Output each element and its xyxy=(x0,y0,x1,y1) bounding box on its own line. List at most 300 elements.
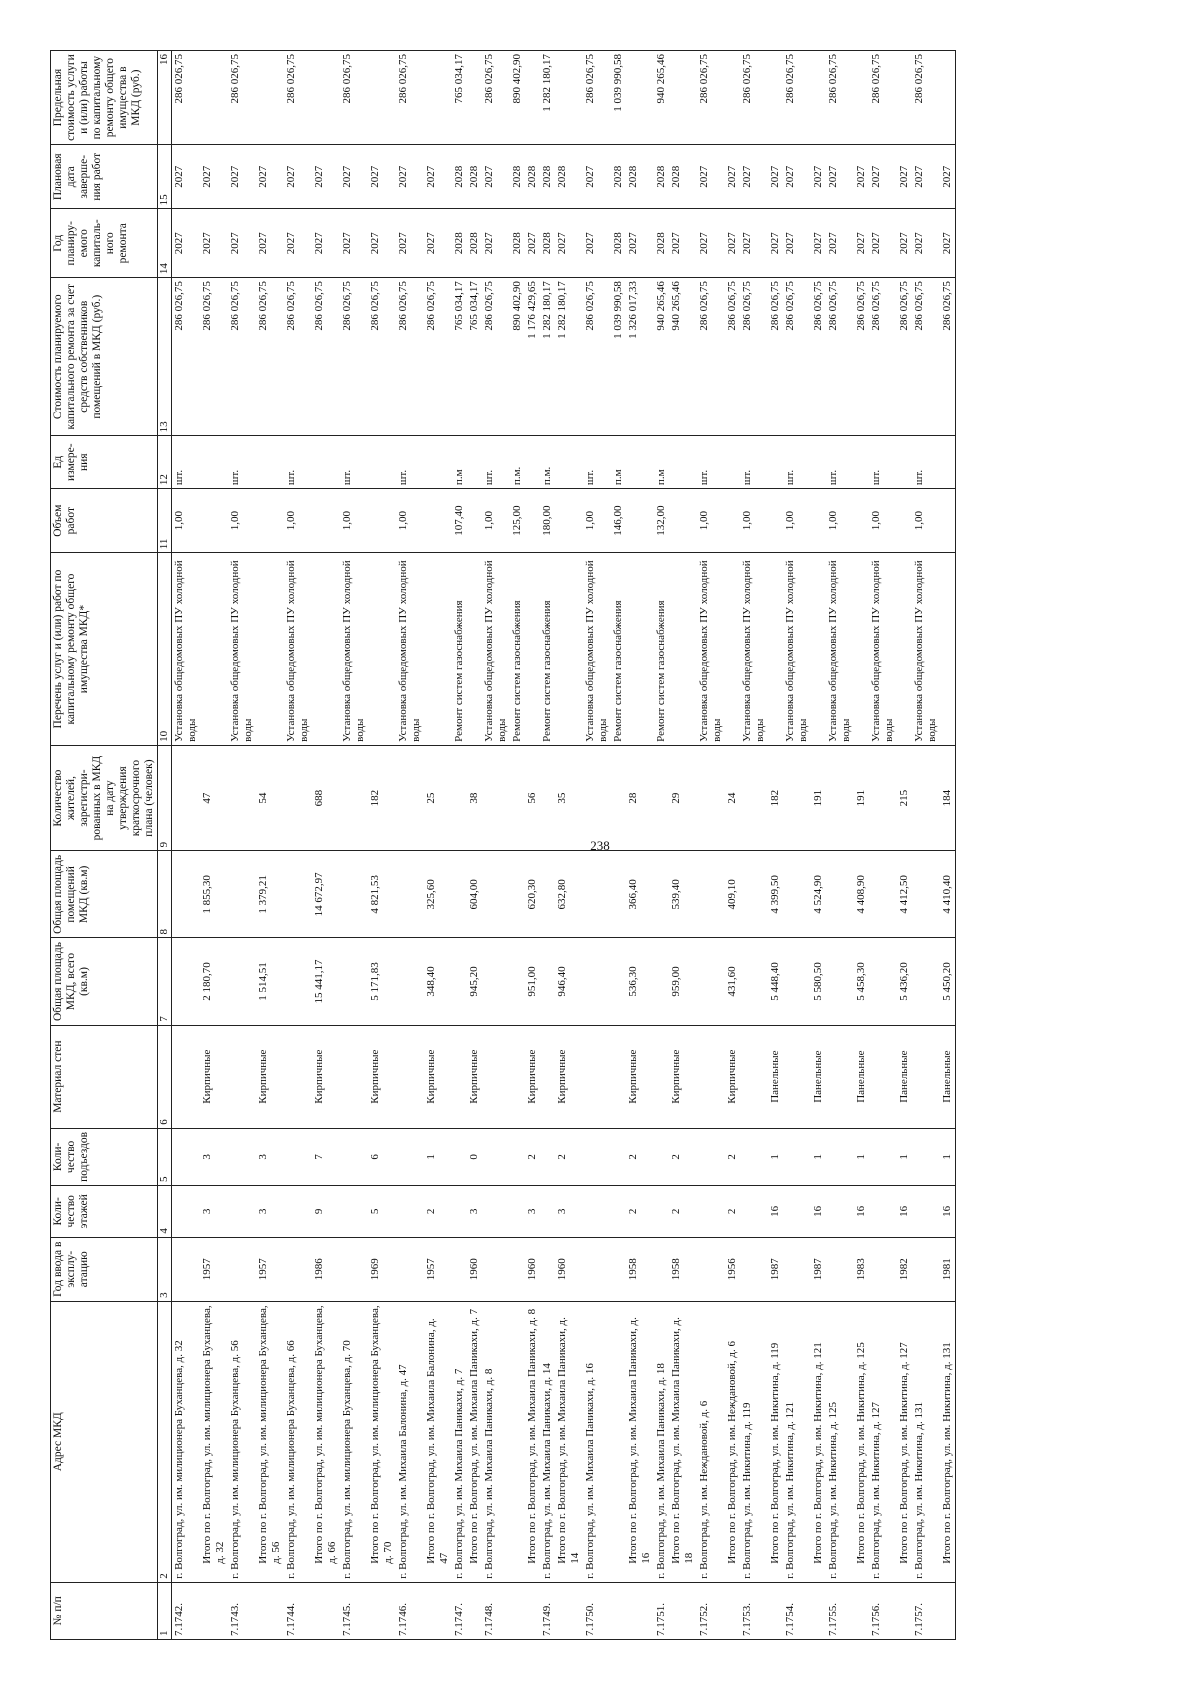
wall-material xyxy=(228,1025,256,1128)
address: г. Волгоград, ул. им. милиционера Буханцева, д. 66 xyxy=(284,1301,312,1582)
work-volume: 1,00 xyxy=(912,489,940,553)
floors xyxy=(583,1186,611,1238)
entrances xyxy=(611,1128,626,1185)
repair-year: 2027 xyxy=(340,209,368,278)
column-header: Ед измере-ния xyxy=(51,436,158,489)
unit: шт. xyxy=(869,436,897,489)
unit xyxy=(256,436,284,489)
completion-date: 2027 xyxy=(172,145,201,209)
completion-date: 2027 xyxy=(869,145,897,209)
work-type xyxy=(854,553,869,746)
column-header: Количество жителей, зарегистри-рованных в МКД на дату утверждения краткосрочного плана (человек) xyxy=(51,745,158,850)
completion-date: 2027 xyxy=(783,145,811,209)
completion-date: 2028 xyxy=(669,145,697,209)
address: Итого по г. Волгоград, ул. им. милиционера Буханцева, д. 56 xyxy=(256,1301,284,1582)
planned-cost: 286 026,75 xyxy=(396,278,424,436)
row-number xyxy=(854,1582,869,1639)
work-type: Установка общедомовых ПУ холодной воды xyxy=(912,553,940,746)
year-built xyxy=(611,1237,626,1301)
repair-year: 2027 xyxy=(897,209,912,278)
entrances xyxy=(540,1128,555,1185)
completion-date: 2028 xyxy=(467,145,482,209)
total-area: 5 436,20 xyxy=(897,938,912,1025)
unit xyxy=(312,436,340,489)
floors: 2 xyxy=(424,1186,452,1238)
work-type: Установка общедомовых ПУ холодной воды xyxy=(826,553,854,746)
completion-date: 2027 xyxy=(768,145,783,209)
year-built: 1969 xyxy=(368,1237,396,1301)
address: г. Волгоград, ул. им. Михаила Паникахи, д. 7 xyxy=(452,1301,467,1582)
entrances xyxy=(510,1128,525,1185)
total-row xyxy=(525,51,540,1640)
row-number: 7.1748. xyxy=(482,1582,510,1639)
max-cost: 286 026,75 xyxy=(583,51,611,145)
address: г. Волгоград, ул. им. Никитина, д. 127 xyxy=(869,1301,897,1582)
repair-year: 2027 xyxy=(783,209,811,278)
premises-area xyxy=(740,851,768,938)
unit: шт. xyxy=(284,436,312,489)
work-row xyxy=(452,51,467,1640)
repair-year: 2028 xyxy=(611,209,626,278)
year-built: 1960 xyxy=(525,1237,540,1301)
repair-year: 2027 xyxy=(284,209,312,278)
floors xyxy=(826,1186,854,1238)
residents xyxy=(340,745,368,850)
entrances: 2 xyxy=(669,1128,697,1185)
address: г. Волгоград, ул. им. милиционера Буханцева, д. 70 xyxy=(340,1301,368,1582)
address: г. Волгоград, ул. им. Никитина, д. 119 xyxy=(740,1301,768,1582)
work-volume xyxy=(368,489,396,553)
floors xyxy=(740,1186,768,1238)
year-built xyxy=(228,1237,256,1301)
completion-date: 2027 xyxy=(912,145,940,209)
completion-date: 2028 xyxy=(540,145,555,209)
total-area: 1 514,51 xyxy=(256,938,284,1025)
wall-material: Кирпичные xyxy=(200,1025,228,1128)
repair-plan-table xyxy=(50,50,956,1640)
total-area: 5 171,83 xyxy=(368,938,396,1025)
premises-area: 604,00 xyxy=(467,851,482,938)
repair-year: 2027 xyxy=(396,209,424,278)
floors xyxy=(228,1186,256,1238)
total-area xyxy=(284,938,312,1025)
wall-material: Кирпичные xyxy=(368,1025,396,1128)
address: Итого по г. Волгоград, ул. им. Михаила Паникахи, д. 7 xyxy=(467,1301,482,1582)
work-type xyxy=(467,553,482,746)
work-volume xyxy=(555,489,583,553)
work-type xyxy=(368,553,396,746)
work-volume xyxy=(725,489,740,553)
unit: шт. xyxy=(396,436,424,489)
repair-year: 2027 xyxy=(697,209,725,278)
unit: шт. xyxy=(228,436,256,489)
floors xyxy=(783,1186,811,1238)
planned-cost: 286 026,75 xyxy=(783,278,811,436)
address: Итого по г. Волгоград, ул. им. Михаила Паникахи, д. 8 xyxy=(525,1301,540,1582)
row-number: 7.1743. xyxy=(228,1582,256,1639)
max-cost: 1 282 180,17 xyxy=(540,51,555,145)
total-area: 536,30 xyxy=(626,938,654,1025)
premises-area xyxy=(228,851,256,938)
repair-year: 2027 xyxy=(626,209,654,278)
repair-year: 2028 xyxy=(452,209,467,278)
premises-area: 4 399,50 xyxy=(768,851,783,938)
year-built: 1956 xyxy=(725,1237,740,1301)
max-cost: 1 039 990,58 xyxy=(611,51,626,145)
work-volume: 1,00 xyxy=(396,489,424,553)
year-built xyxy=(740,1237,768,1301)
column-number: 9 xyxy=(158,745,172,850)
row-number: 7.1747. xyxy=(452,1582,467,1639)
work-type xyxy=(811,553,826,746)
residents: 54 xyxy=(256,745,284,850)
address: г. Волгоград, ул. им. Никитина, д. 131 xyxy=(912,1301,940,1582)
completion-date: 2028 xyxy=(654,145,669,209)
total-area xyxy=(396,938,424,1025)
residents xyxy=(912,745,940,850)
max-cost: 286 026,75 xyxy=(869,51,897,145)
planned-cost: 940 265,46 xyxy=(654,278,669,436)
total-row xyxy=(312,51,340,1640)
work-row xyxy=(228,51,256,1640)
premises-area xyxy=(826,851,854,938)
total-area: 431,60 xyxy=(725,938,740,1025)
unit xyxy=(368,436,396,489)
max-cost: 286 026,75 xyxy=(912,51,940,145)
row-number xyxy=(467,1582,482,1639)
work-type: Установка общедомовых ПУ холодной воды xyxy=(172,553,201,746)
work-volume xyxy=(897,489,912,553)
column-header: Объем работ xyxy=(51,489,158,553)
address: г. Волгоград, ул. им. Никитина, д. 121 xyxy=(783,1301,811,1582)
completion-date: 2027 xyxy=(228,145,256,209)
work-type: Ремонт систем газоснабжения xyxy=(452,553,467,746)
completion-date: 2027 xyxy=(284,145,312,209)
year-built: 1958 xyxy=(626,1237,654,1301)
work-type xyxy=(669,553,697,746)
floors: 5 xyxy=(368,1186,396,1238)
max-cost xyxy=(669,51,697,145)
year-built: 1957 xyxy=(424,1237,452,1301)
wall-material xyxy=(172,1025,201,1128)
unit xyxy=(555,436,583,489)
repair-year: 2027 xyxy=(869,209,897,278)
residents: 688 xyxy=(312,745,340,850)
column-header: Материал стен xyxy=(51,1025,158,1128)
wall-material xyxy=(826,1025,854,1128)
work-volume: 1,00 xyxy=(482,489,510,553)
floors xyxy=(482,1186,510,1238)
planned-cost: 1 039 990,58 xyxy=(611,278,626,436)
planned-cost: 765 034,17 xyxy=(467,278,482,436)
address: г. Волгоград, ул. им. милиционера Буханцева, д. 56 xyxy=(228,1301,256,1582)
planned-cost: 286 026,75 xyxy=(697,278,725,436)
premises-area: 325,60 xyxy=(424,851,452,938)
work-volume: 1,00 xyxy=(869,489,897,553)
row-number: 7.1754. xyxy=(783,1582,811,1639)
wall-material: Панельные xyxy=(940,1025,956,1128)
column-number: 2 xyxy=(158,1301,172,1582)
planned-cost: 286 026,75 xyxy=(912,278,940,436)
work-type xyxy=(626,553,654,746)
completion-date: 2028 xyxy=(510,145,525,209)
work-row xyxy=(284,51,312,1640)
entrances: 2 xyxy=(725,1128,740,1185)
total-area: 5 448,40 xyxy=(768,938,783,1025)
total-area: 959,00 xyxy=(669,938,697,1025)
year-built: 1987 xyxy=(768,1237,783,1301)
planned-cost: 890 402,90 xyxy=(510,278,525,436)
floors: 3 xyxy=(467,1186,482,1238)
premises-area: 632,80 xyxy=(555,851,583,938)
residents xyxy=(697,745,725,850)
premises-area: 4 410,40 xyxy=(940,851,956,938)
year-built xyxy=(583,1237,611,1301)
row-number: 7.1757. xyxy=(912,1582,940,1639)
entrances: 1 xyxy=(897,1128,912,1185)
residents: 24 xyxy=(725,745,740,850)
row-number xyxy=(312,1582,340,1639)
residents xyxy=(396,745,424,850)
total-row xyxy=(256,51,284,1640)
work-volume: 1,00 xyxy=(284,489,312,553)
repair-year: 2027 xyxy=(200,209,228,278)
planned-cost: 286 026,75 xyxy=(312,278,340,436)
floors xyxy=(340,1186,368,1238)
column-number: 5 xyxy=(158,1128,172,1185)
year-built: 1986 xyxy=(312,1237,340,1301)
year-built: 1987 xyxy=(811,1237,826,1301)
total-area xyxy=(452,938,467,1025)
year-built: 1983 xyxy=(854,1237,869,1301)
address: Итого по г. Волгоград, ул. им. Никитина, д. 119 xyxy=(768,1301,783,1582)
planned-cost: 765 034,17 xyxy=(452,278,467,436)
work-row xyxy=(912,51,940,1640)
column-number: 14 xyxy=(158,209,172,278)
residents xyxy=(611,745,626,850)
planned-cost: 286 026,75 xyxy=(811,278,826,436)
residents: 38 xyxy=(467,745,482,850)
premises-area: 4 524,90 xyxy=(811,851,826,938)
repair-year: 2027 xyxy=(555,209,583,278)
work-type: Установка общедомовых ПУ холодной воды xyxy=(228,553,256,746)
max-cost xyxy=(312,51,340,145)
wall-material xyxy=(583,1025,611,1128)
planned-cost: 286 026,75 xyxy=(368,278,396,436)
address: Итого по г. Волгоград, ул. им. Никитина, д. 121 xyxy=(811,1301,826,1582)
column-header: Плановая дата заверше-ния работ xyxy=(51,145,158,209)
entrances xyxy=(783,1128,811,1185)
address: г. Волгоград, ул. им. милиционера Буханцева, д. 32 xyxy=(172,1301,201,1582)
entrances xyxy=(697,1128,725,1185)
premises-area xyxy=(540,851,555,938)
address: Итого по г. Волгоград, ул. им. Михаила Паникахи, д. 16 xyxy=(626,1301,654,1582)
unit: шт. xyxy=(172,436,201,489)
work-type: Ремонт систем газоснабжения xyxy=(510,553,525,746)
work-type: Установка общедомовых ПУ холодной воды xyxy=(284,553,312,746)
residents: 191 xyxy=(811,745,826,850)
row-number xyxy=(368,1582,396,1639)
entrances: 1 xyxy=(811,1128,826,1185)
residents xyxy=(540,745,555,850)
entrances: 1 xyxy=(940,1128,956,1185)
work-volume xyxy=(256,489,284,553)
repair-year: 2027 xyxy=(368,209,396,278)
work-volume xyxy=(940,489,956,553)
work-volume: 1,00 xyxy=(583,489,611,553)
entrances xyxy=(654,1128,669,1185)
max-cost xyxy=(424,51,452,145)
total-area xyxy=(583,938,611,1025)
wall-material xyxy=(452,1025,467,1128)
work-row xyxy=(396,51,424,1640)
work-volume: 1,00 xyxy=(697,489,725,553)
work-row xyxy=(654,51,669,1640)
address: г. Волгоград, ул. им. Михаила Паникахи, д. 14 xyxy=(540,1301,555,1582)
address: Итого по г. Волгоград, ул. им. милиционера Буханцева, д. 32 xyxy=(200,1301,228,1582)
column-header: Коли-чество подъездов xyxy=(51,1128,158,1185)
floors: 2 xyxy=(669,1186,697,1238)
max-cost xyxy=(467,51,482,145)
work-row xyxy=(869,51,897,1640)
row-number xyxy=(200,1582,228,1639)
floors xyxy=(912,1186,940,1238)
completion-date: 2027 xyxy=(740,145,768,209)
repair-year: 2028 xyxy=(510,209,525,278)
residents xyxy=(826,745,854,850)
unit: шт. xyxy=(482,436,510,489)
premises-area: 539,40 xyxy=(669,851,697,938)
total-row xyxy=(897,51,912,1640)
residents: 182 xyxy=(768,745,783,850)
column-number: 13 xyxy=(158,278,172,436)
entrances xyxy=(172,1128,201,1185)
entrances: 1 xyxy=(424,1128,452,1185)
completion-date: 2027 xyxy=(340,145,368,209)
row-number xyxy=(424,1582,452,1639)
column-header: Общая площадь помещений МКД (кв.м) xyxy=(51,851,158,938)
row-number: 7.1745. xyxy=(340,1582,368,1639)
entrances xyxy=(284,1128,312,1185)
floors: 3 xyxy=(555,1186,583,1238)
work-type xyxy=(897,553,912,746)
total-row xyxy=(940,51,956,1640)
max-cost: 890 402,90 xyxy=(510,51,525,145)
column-header: № п/п xyxy=(51,1582,158,1639)
unit: шт. xyxy=(740,436,768,489)
entrances xyxy=(583,1128,611,1185)
row-number xyxy=(510,1582,525,1639)
row-number xyxy=(940,1582,956,1639)
work-volume: 1,00 xyxy=(826,489,854,553)
unit xyxy=(811,436,826,489)
repair-year: 2027 xyxy=(811,209,826,278)
repair-year: 2028 xyxy=(467,209,482,278)
column-number-row xyxy=(158,51,172,1640)
max-cost: 765 034,17 xyxy=(452,51,467,145)
floors: 3 xyxy=(200,1186,228,1238)
max-cost: 286 026,75 xyxy=(172,51,201,145)
total-area xyxy=(540,938,555,1025)
row-number xyxy=(525,1582,540,1639)
total-row xyxy=(725,51,740,1640)
work-row xyxy=(172,51,201,1640)
row-number: 7.1744. xyxy=(284,1582,312,1639)
residents: 47 xyxy=(200,745,228,850)
repair-year: 2027 xyxy=(669,209,697,278)
residents: 182 xyxy=(368,745,396,850)
entrances: 0 xyxy=(467,1128,482,1185)
column-number: 15 xyxy=(158,145,172,209)
work-type: Ремонт систем газоснабжения xyxy=(654,553,669,746)
completion-date: 2027 xyxy=(200,145,228,209)
work-row xyxy=(697,51,725,1640)
wall-material xyxy=(697,1025,725,1128)
column-header: Общая площадь МКД, всего (кв.м) xyxy=(51,938,158,1025)
unit xyxy=(768,436,783,489)
planned-cost: 286 026,75 xyxy=(854,278,869,436)
total-area xyxy=(826,938,854,1025)
max-cost: 286 026,75 xyxy=(826,51,854,145)
year-built xyxy=(826,1237,854,1301)
work-type xyxy=(525,553,540,746)
repair-year: 2027 xyxy=(725,209,740,278)
address: г. Волгоград, ул. им. Михаила Паникахи, д. 8 xyxy=(482,1301,510,1582)
total-area xyxy=(740,938,768,1025)
planned-cost: 286 026,75 xyxy=(284,278,312,436)
total-area xyxy=(510,938,525,1025)
work-volume xyxy=(200,489,228,553)
floors: 2 xyxy=(725,1186,740,1238)
year-built xyxy=(452,1237,467,1301)
work-type xyxy=(312,553,340,746)
unit xyxy=(200,436,228,489)
year-built xyxy=(340,1237,368,1301)
row-number xyxy=(811,1582,826,1639)
entrances xyxy=(869,1128,897,1185)
unit: шт. xyxy=(783,436,811,489)
premises-area: 409,10 xyxy=(725,851,740,938)
repair-year: 2027 xyxy=(768,209,783,278)
premises-area xyxy=(697,851,725,938)
work-row xyxy=(510,51,525,1640)
address: Итого по г. Волгоград, ул. им. милиционера Буханцева, д. 70 xyxy=(368,1301,396,1582)
column-number: 8 xyxy=(158,851,172,938)
premises-area: 1 855,30 xyxy=(200,851,228,938)
floors: 3 xyxy=(525,1186,540,1238)
max-cost: 286 026,75 xyxy=(740,51,768,145)
residents xyxy=(654,745,669,850)
completion-date: 2027 xyxy=(368,145,396,209)
wall-material xyxy=(869,1025,897,1128)
unit: п.м. xyxy=(540,436,555,489)
total-area xyxy=(340,938,368,1025)
row-number: 7.1750. xyxy=(583,1582,611,1639)
work-volume xyxy=(768,489,783,553)
planned-cost: 286 026,75 xyxy=(897,278,912,436)
premises-area xyxy=(452,851,467,938)
planned-cost: 286 026,75 xyxy=(228,278,256,436)
column-number: 12 xyxy=(158,436,172,489)
repair-year: 2027 xyxy=(312,209,340,278)
repair-year: 2027 xyxy=(583,209,611,278)
entrances: 2 xyxy=(555,1128,583,1185)
floors xyxy=(510,1186,525,1238)
max-cost xyxy=(854,51,869,145)
entrances xyxy=(912,1128,940,1185)
column-number: 11 xyxy=(158,489,172,553)
max-cost xyxy=(626,51,654,145)
